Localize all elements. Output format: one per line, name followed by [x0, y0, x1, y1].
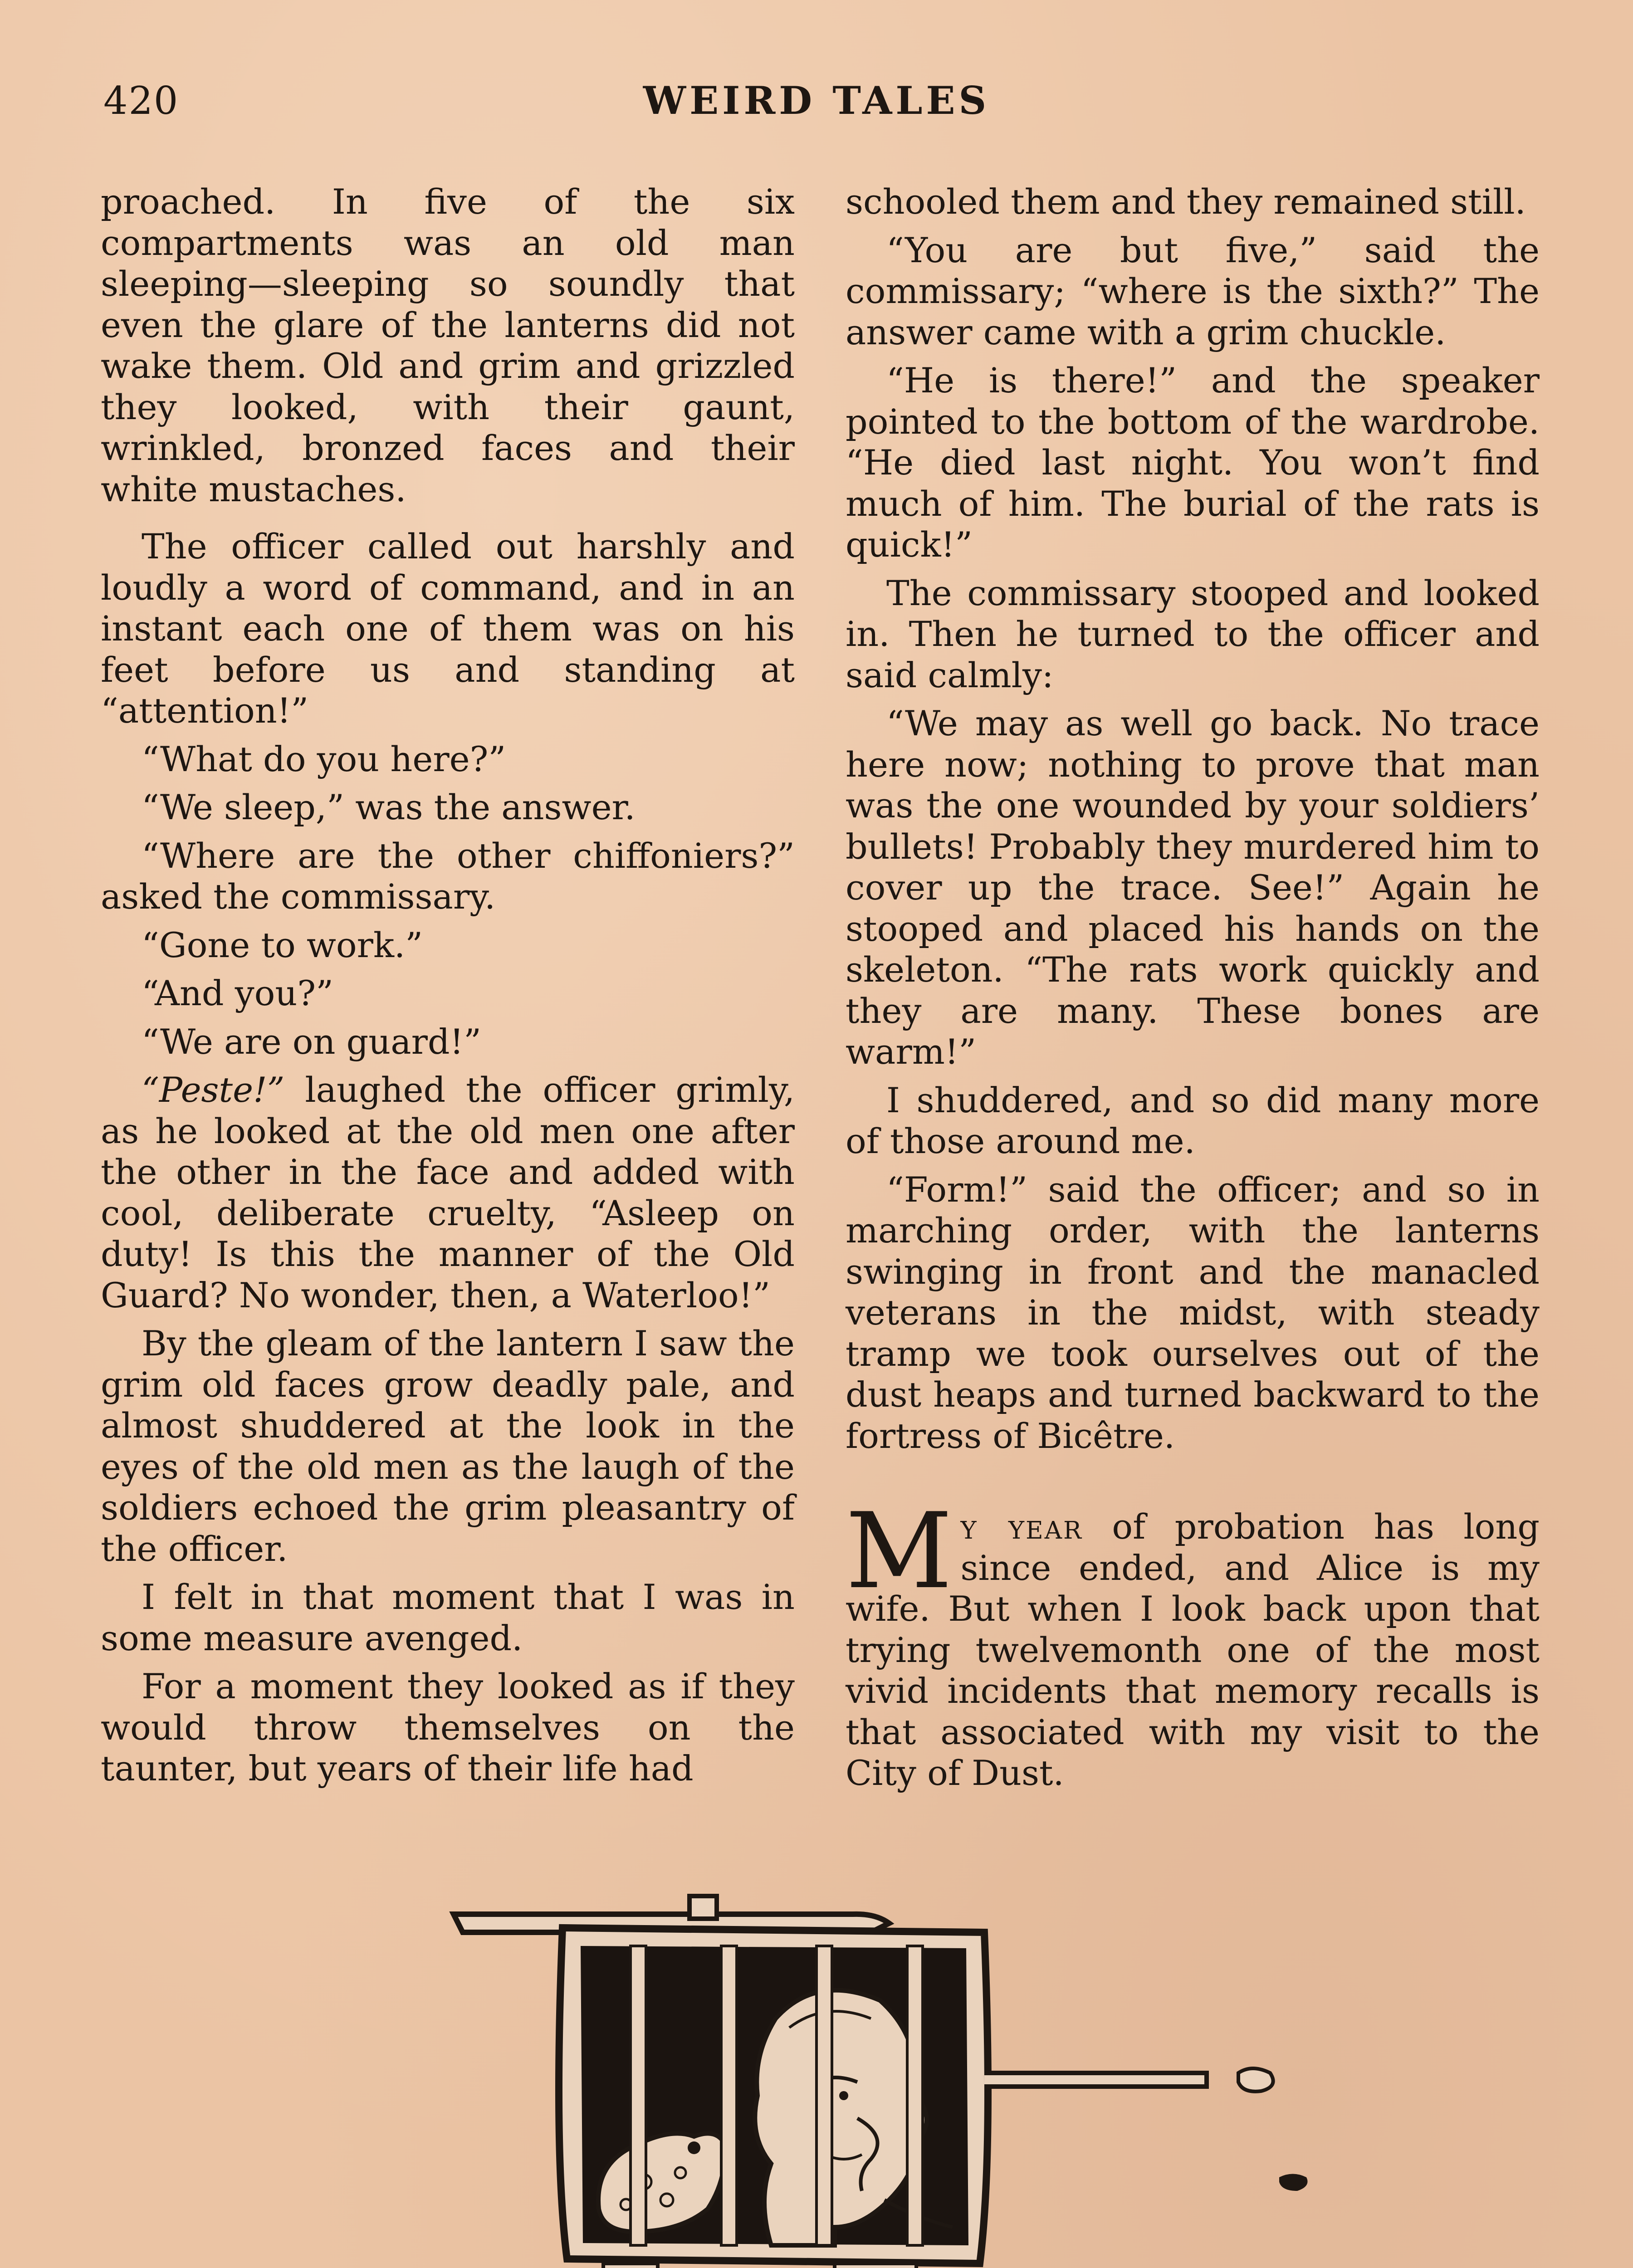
paragraph: “Gone to work.” — [142, 924, 423, 965]
paragraph: “Form!” said the officer; and so in marching order, with the lanterns swinging in front and the manacled veterans in the midst, with steady tramp we took ourselves out of the dust heaps and turned backward to the fortress of Bicêtre. — [846, 1169, 1540, 1456]
paragraph — [101, 1070, 795, 1316]
page-number: 420 — [103, 78, 179, 123]
paragraph: “Where are the other chiffoniers?” asked the commissary. — [101, 835, 795, 917]
paragraph: “You are but five,” said the commissary; “where is the sixth?” The answer came with a grim chuckle. — [846, 230, 1540, 352]
paragraph: For a moment they looked as if they would throw themselves on the taunter, but years of their life had — [101, 1666, 795, 1789]
drop-cap: M — [846, 1491, 953, 1612]
paragraph: “And you?” — [142, 973, 333, 1013]
paragraph: “What do you here?” — [142, 738, 506, 779]
peste-rest: laughed the officer grimly, as he looked at the old men one after the other in the face and added with cool, deliberate cruelty, “Asleep on duty! Is this the manner of the Old Guard? No wonder, then, a Waterloo!” — [101, 1070, 795, 1315]
running-title: WEIRD TALES — [643, 78, 990, 123]
paragraph: By the gleam of the lantern I saw the grim old faces grow deadly pale, and almost shuddered at the look in the eyes of the old men as the laugh of the soldiers echoed the grim pleasantry of the officer. — [101, 1323, 795, 1569]
paragraph: proached. In five of the six compartments was an old man sleeping—sleeping so soundly that even the glare of the lanterns did not wake them. Old and grim and grizzled they looked, with their gaunt, wrinkled, bronzed faces and their white mustaches. — [101, 181, 795, 509]
paragraph: schooled them and they remained still. — [846, 181, 1526, 222]
paragraph: “We sleep,” was the answer. — [142, 787, 636, 827]
paragraph: The officer called out harshly and loudly a word of command, and in an instant each one of them was on his feet before us and standing at “attention!” — [101, 526, 795, 731]
right-column — [846, 181, 1540, 1801]
paragraph: I felt in that moment that I was in some measure avenged. — [101, 1577, 795, 1658]
paragraph: “We are on guard!” — [142, 1021, 481, 1062]
caged-old-man-illustration — [91, 1882, 1542, 2268]
closing-text: of probation has long since ended, and Alice is my wife. But when I look back upon that trying twelvemonth one of the most vivid incidents that memory recalls is that associated with my visit to the City of Dust. — [846, 1506, 1540, 1793]
paragraph: The commissary stooped and looked in. Then he turned to the officer and said calmly: — [846, 572, 1540, 695]
paragraph: “He is there!” and the speaker pointed to the bottom of the wardrobe. “He died last night. You won’t find much of him. The burial of the rats is quick!” — [846, 360, 1540, 565]
small-caps-lead: y year — [960, 1506, 1083, 1547]
paragraph: I shuddered, and so did many more of those around me. — [846, 1080, 1540, 1161]
left-column — [101, 181, 795, 1797]
closing-paragraph — [846, 1491, 1540, 1794]
paragraph: “We may as well go back. No trace here now; nothing to prove that man was the one wounded by your soldiers’ bullets! Probably they murdered him to cover up the trace. See!” Again he stooped and placed his hands on the skeleton. “The rats work quickly and they are many. These bones are warm!” — [846, 703, 1540, 1072]
peste-exclamation: “Peste!” — [142, 1070, 285, 1110]
